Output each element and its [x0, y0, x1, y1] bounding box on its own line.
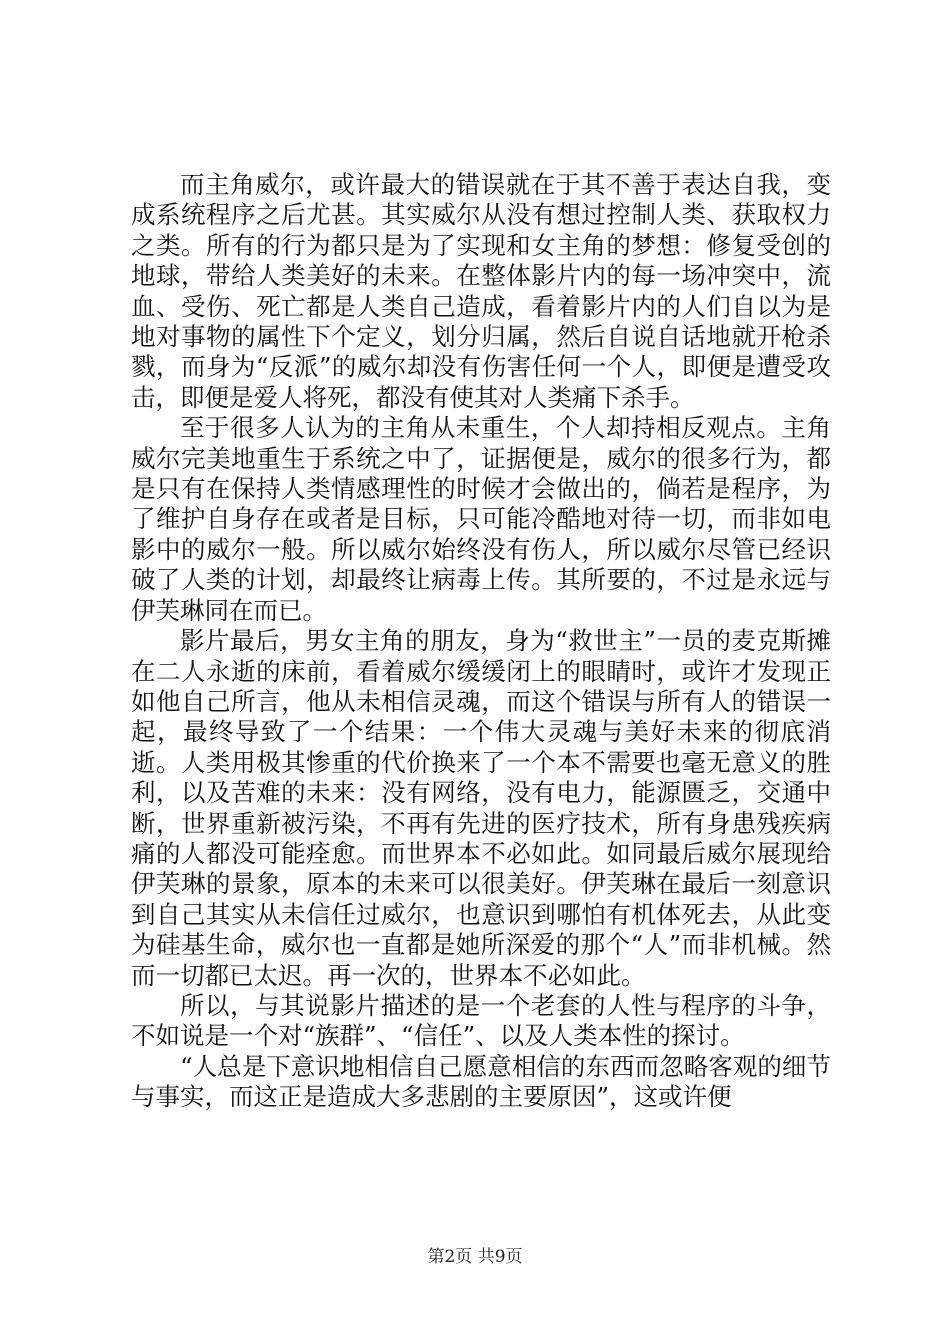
paragraph-5: “人总是下意识地相信自己愿意相信的东西而忽略客观的细节与事实，而这正是造成大多悲剧的主要原因”，这或许便 [131, 1051, 831, 1112]
paragraph-3: 影片最后，男女主角的朋友，身为“救世主”一员的麦克斯摊在二人永逝的床前，看着威尔缓缓闭上的眼睛时，或许才发现正如他自己所言，他从未相信灵魂，而这个错误与所有人的错误一起，最终导致了一个结果：一个伟大灵魂与美好未来的彻底消逝。人类用极其惨重的代价换来了一个本不需要也毫无意义的胜利，以及苦难的未来：没有网络，没有电力，能源匮乏，交通中断，世界重新被污染，不再有先进的医疗技术，所有身患残疾病痛的人都没可能痊愈。而世界本不必如此。如同最后威尔展现给伊芙琳的景象，原本的未来可以很美好。伊芙琳在最后一刻意识到自己其实从未信任过威尔，也意识到哪怕有机体死去，从此变为硅基生命，威尔也一直都是她所深爱的那个“人”而非机械。然而一切都已太迟。再一次的，世界本不必如此。 [131, 626, 831, 990]
paragraph-1: 而主角威尔，或许最大的错误就在于其不善于表达自我，变成系统程序之后尤甚。其实威尔从没有想过控制人类、获取权力之类。所有的行为都只是为了实现和女主角的梦想：修复受创的地球，带给人类美好的未来。在整体影片内的每一场冲突中，流血、受伤、死亡都是人类自己造成，看着影片内的人们自以为是地对事物的属性下个定义，划分归属，然后自说自话地就开枪杀戮，而身为“反派”的威尔却没有伤害任何一个人，即便是遭受攻击，即便是爱人将死，都没有使其对人类痛下杀手。 [131, 170, 831, 412]
page-footer [0, 1247, 950, 1267]
page-number: 第2页 共9页 [427, 1247, 523, 1267]
paragraph-4: 所以，与其说影片描述的是一个老套的人性与程序的斗争，不如说是一个对“族群”、“信任”、以及人类本性的探讨。 [131, 990, 831, 1051]
body-text [131, 170, 831, 1113]
paragraph-2: 至于很多人认为的主角从未重生，个人却持相反观点。主角威尔完美地重生于系统之中了，证据便是，威尔的很多行为，都是只有在保持人类情感理性的时候才会做出的，倘若是程序，为了维护自身存在或者是目标，只可能冷酷地对待一切，而非如电影中的威尔一般。所以威尔始终没有伤人，所以威尔尽管已经识破了人类的计划，却最终让病毒上传。其所要的，不过是永远与伊芙琳同在而已。 [131, 413, 831, 625]
